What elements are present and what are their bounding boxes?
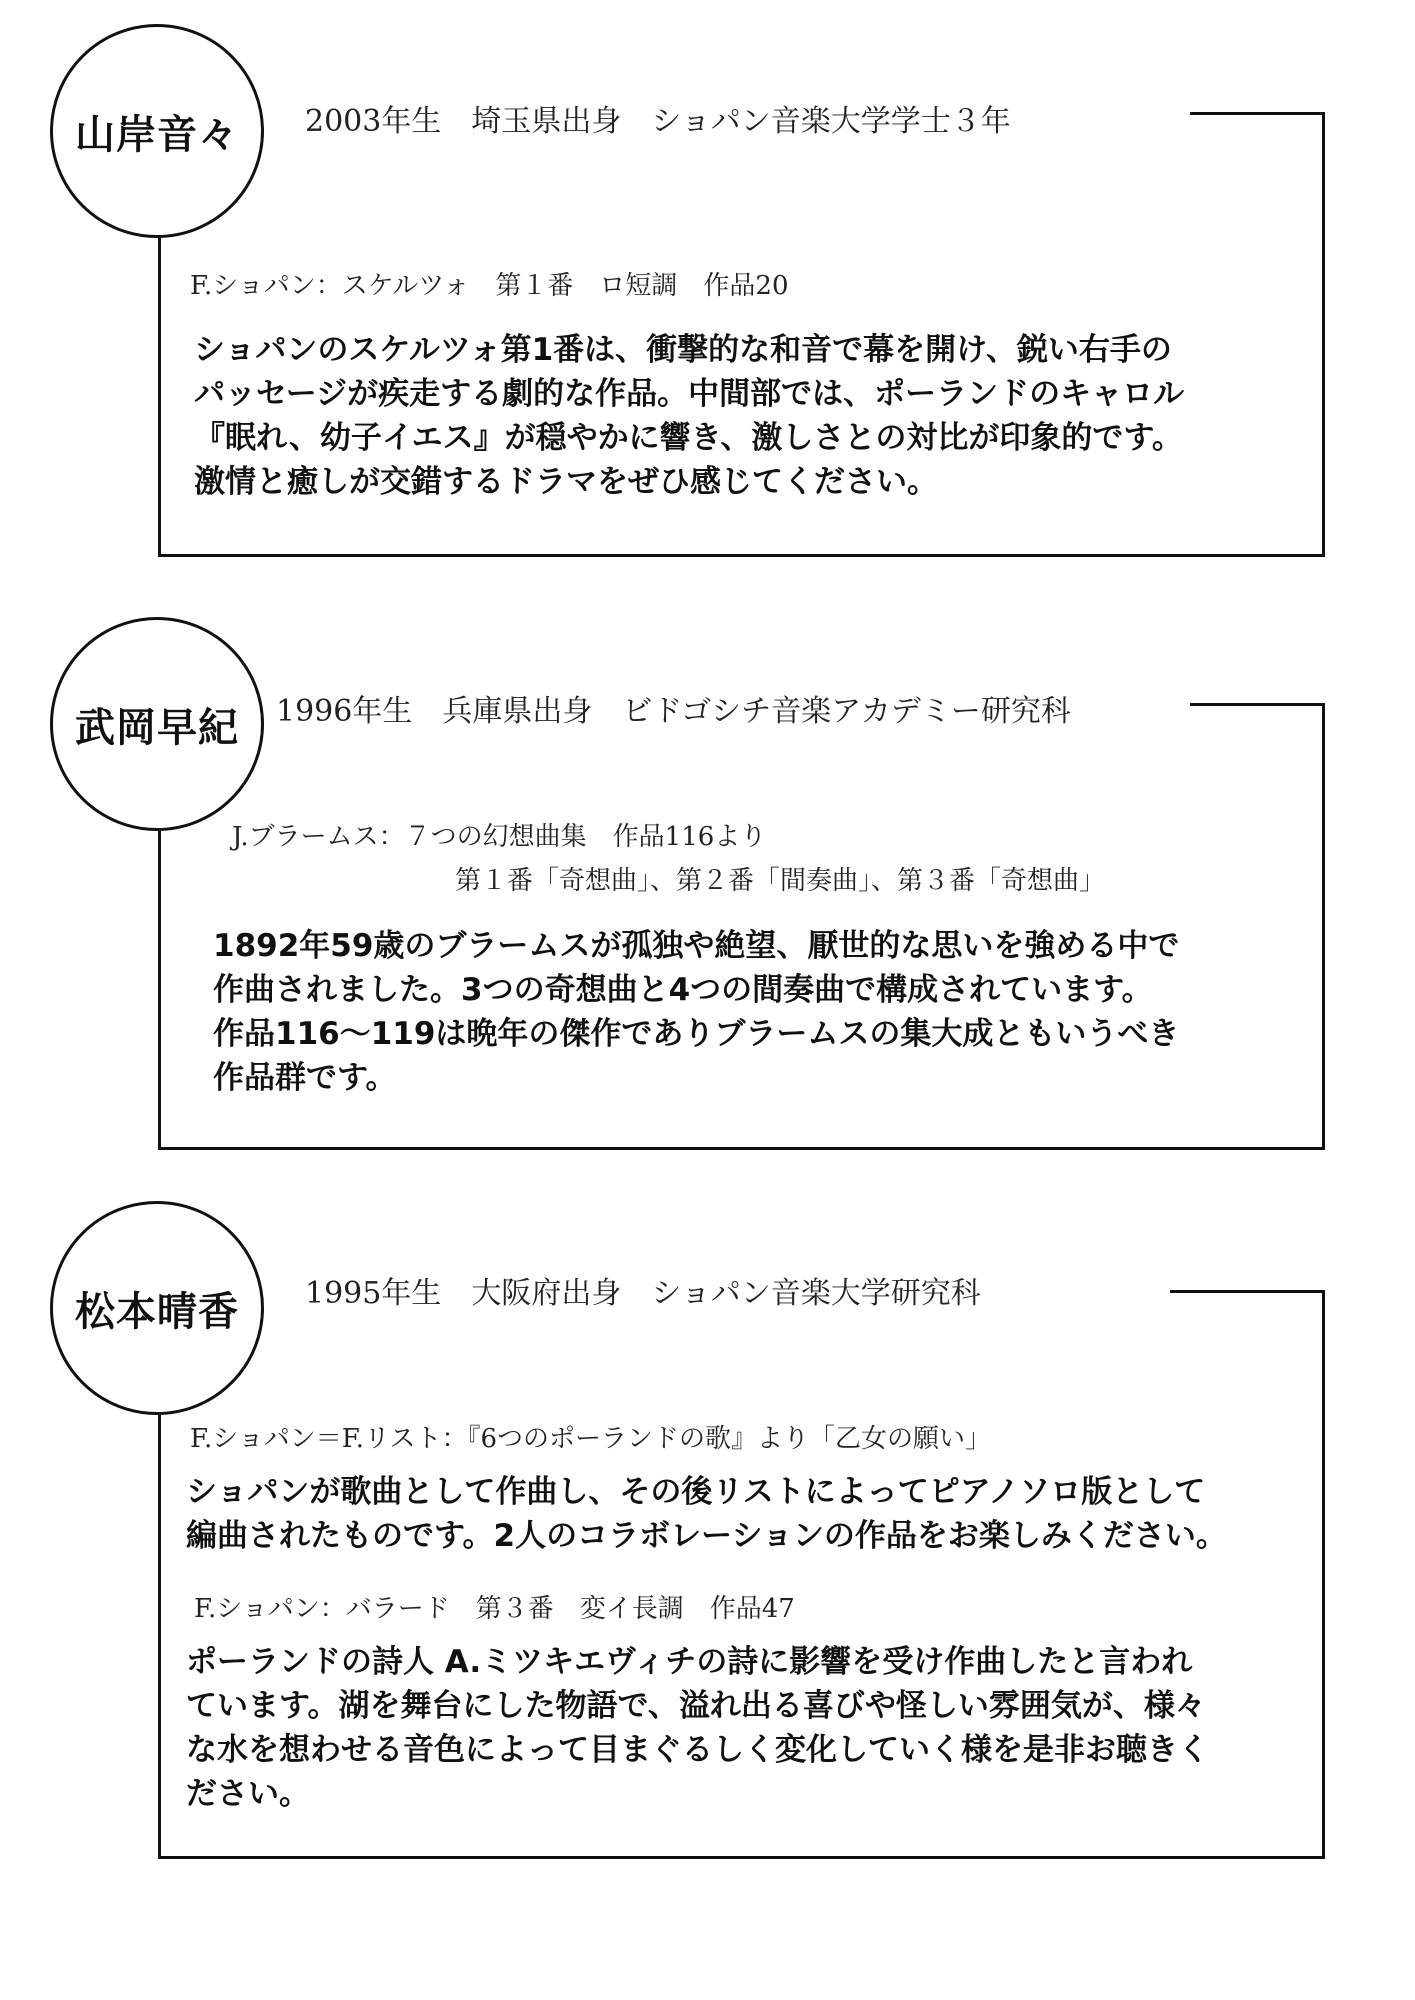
description-line: な水を想わせる音色によって目まぐるしく変化していく様を是非お聴きく <box>186 1732 1209 1768</box>
description-line: ださい。 <box>186 1776 310 1812</box>
description-line: 作品116〜119は晩年の傑作でありブラームスの集大成ともいうべき <box>213 1016 1180 1052</box>
piece-description <box>186 1470 1227 1558</box>
description-line: パッセージが疾走する劇的な作品。中間部では、ポーランドのキャロル <box>194 376 1185 412</box>
description-line: ショパンのスケルツォ第1番は、衝撃的な和音で幕を開け、鋭い右手の <box>194 332 1172 368</box>
description-line: ポーランドの詩人 A.ミツキエヴィチの詩に影響を受け作曲したと言われ <box>186 1644 1193 1680</box>
description-line: 激情と癒しが交錯するドラマをぜひ感じてください。 <box>194 464 938 500</box>
piece-description <box>213 924 1179 1100</box>
description-line: 編曲されたものです。2人のコラボレーションの作品をお楽しみください。 <box>186 1518 1227 1554</box>
description-line: 作品群です。 <box>213 1060 397 1096</box>
piece-title: F.ショパン：バラード 第３番 変イ長調 作品47 <box>194 1594 795 1624</box>
description-line: ています。湖を舞台にした物語で、溢れ出る喜びや怪しい雰囲気が、様々 <box>186 1688 1206 1724</box>
performer-profile: 2003年生 埼玉県出身 ショパン音楽大学学士３年 <box>305 96 1025 140</box>
performer-profile: 1995年生 大阪府出身 ショパン音楽大学研究科 <box>305 1268 995 1312</box>
piece-description <box>194 328 1184 504</box>
performer-name-circle <box>50 1201 264 1415</box>
piece-description <box>186 1640 1209 1816</box>
frame-top-line <box>1190 703 1325 706</box>
piece-title: J.ブラームス：７つの幻想曲集 作品116より <box>232 822 767 852</box>
piece-title: F.ショパン：スケルツォ 第１番 ロ短調 作品20 <box>190 271 789 301</box>
piece-title: F.ショパン＝F.リスト：『6つのポーランドの歌』より「乙女の願い」 <box>190 1424 992 1454</box>
performer-name-circle <box>50 24 264 238</box>
frame-top-line <box>1190 112 1325 115</box>
description-line: 『眠れ、幼子イエス』が穏やかに響き、激しさとの対比が印象的です。 <box>194 420 1183 456</box>
performer-name-circle <box>50 617 264 831</box>
description-line: 1892年59歳のブラームスが孤独や絶望、厭世的な思いを強める中で <box>213 928 1180 964</box>
description-line: 作曲されました。3つの奇想曲と4つの間奏曲で構成されています。 <box>213 972 1153 1008</box>
performer-name: 山岸音々 <box>75 110 239 158</box>
performer-name: 武岡早紀 <box>75 703 239 751</box>
performer-name: 松本晴香 <box>75 1287 239 1335</box>
description-line: ショパンが歌曲として作曲し、その後リストによってピアノソロ版として <box>186 1474 1206 1510</box>
frame-top-line <box>1170 1290 1325 1293</box>
performer-profile: 1996年生 兵庫県出身 ビドゴシチ音楽アカデミー研究科 <box>276 686 1085 730</box>
piece-subtitle: 第１番「奇想曲」、第２番「間奏曲」、第３番「奇想曲」 <box>455 866 1106 896</box>
